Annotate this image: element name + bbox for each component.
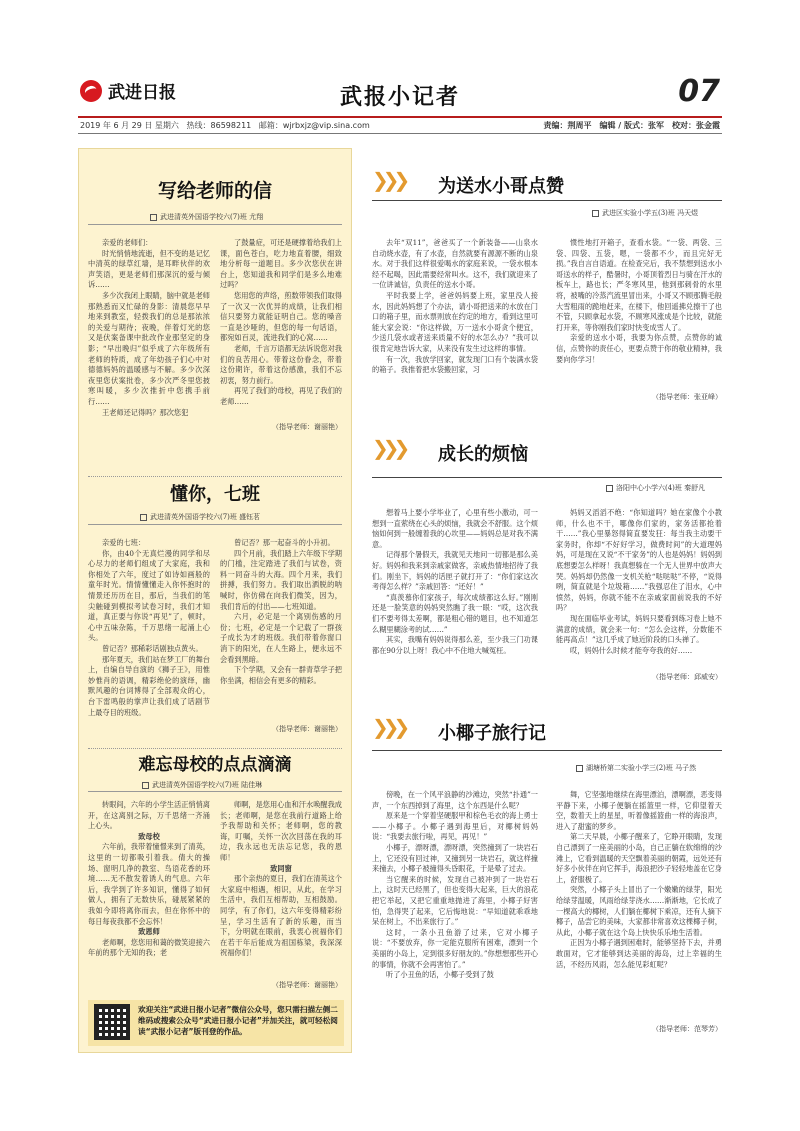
article-body-col1 — [372, 508, 538, 684]
headline-rule — [372, 477, 722, 478]
paragraph: 妈妈又滔滔不绝：“你知道吗？她在家像个小教师，什么也不干，哪像你们家的，家务活都抢着干……”我心里暴怒得简直要发狂：每当我主动要干家务时，你却“不好好学习，做费时间”的大道理妈妈，可是现在又说“不干家务”的人也是妈妈！妈妈到底想要怎么样呀！我真想躲在一个无人世界中放声大哭。妈妈却仍然像一支机关枪“哒哒哒”不停，“说得咧，简直就是个垃圾箱……”我强忍住了泪水，心中愤然，妈妈，你就不能不在亲戚家面前说我的不好吗？ — [556, 508, 722, 613]
paragraph: 曾记否？那一起奋斗的小升初。 — [234, 538, 335, 547]
byline — [606, 483, 705, 493]
paragraph: 记得那个暑假天，我就见天地问一切都是那么美好。妈妈和我来到亲戚家做客，亲戚热情地招待了我们。刚坐下，妈妈的话匣子就打开了：“你们家这次考得怎么样？”亲戚回答：“还好！” — [372, 550, 538, 592]
wechat-promo-box — [88, 1000, 344, 1046]
paragraph: 想着马上要小学毕业了，心里有些小激动，可一想到一直萦绕在心头的烦恼，我就会不舒服。这个烦恼如何到一般缠着我的心坎里——妈妈总是对我不满意。 — [372, 508, 538, 549]
article-body-col2 — [220, 238, 342, 408]
article-title-growing-pains: 成长的烦恼 — [438, 444, 528, 465]
teacher-credit: （指导老师：张亚峰） — [652, 393, 722, 401]
byline-text: 武进清英外国语学校六(7)班 尤翔 — [160, 213, 264, 221]
paragraph: 多少次我闭上眼睛，脑中就是老师那熟悉而又忙碌的身影：清晨您早早地来到教室，轻拨我们的总是那浓浓的关爱与期待；夜晚，伴着灯光的您又是伏案备课中批改作业那坚定的身影；“早出晚归”似乎成了六年级所有老师的特质，成了年幼孩子们心中对德德妈妈的温暖感与不解。多少次深夜里您伏案批卷，多少次严冬里您披寒叫暖，多少次推折中您携手前行…… — [88, 290, 210, 406]
article-body-col2 — [556, 238, 722, 388]
article-body-col2 — [556, 790, 722, 1022]
promo-text: 欢迎关注“武进日报小记者”微信公众号，您只需扫描左侧二维码或搜索公众号“武进日报小记者”并加关注，就可轻松阅读“武报小记者”版刊登的作品。 — [138, 1005, 338, 1036]
byline-text: 武进区实验小学五(3)班 冯天煜 — [602, 209, 699, 217]
paragraph: 惯性地打开箱子，查看水袋。“一袋、两袋、三袋、四袋、五袋，嗯，一袋都不少，而且完好无损。”我自言自语道。在检查完后，我不禁想到送水小哥送水的样子，酷暑时，小哥顶着烈日与骑在汗水的板车上，路也长；严冬寒风里，他到那刺骨的水里将，被嘴的冷蒸汽流里冒出来，小哥又不顾那腾毛般大雪粗雨的跪地赶来，在楼下，他回遥拂兑擦干了也不管，只顾拿起水袋，不顾寒风涨成是个比较，就能打开来，等你刚我们家时快变成雪人了。 — [556, 238, 722, 332]
byline-square-icon — [140, 514, 147, 521]
article-separator — [88, 748, 342, 749]
article-title-letter-to-teachers: 写给老师的信 — [157, 180, 272, 202]
paragraph: 第二天早晨，小椰子醒来了，它睁开眼睛，发现自己漂到了一座美丽的小岛，自己正躺在软绵绵的沙滩上，它看到温暖的天空飘着美丽的朝霞，远处还有好多小伙伴在向它挥手，海浪把沙子轻轻地盖在它身上，舒服极了。 — [556, 832, 722, 884]
paragraph: 亲爱的老师们： — [102, 238, 153, 247]
byline — [140, 512, 260, 522]
header-rule-top — [78, 116, 722, 118]
paragraph: 平时我要上学，爸爸妈妈要上班，家里没人接水，因此妈妈想了个办法，请小哥把送来的水放在门口的箱子里，而水票则放在约定的地方，看到这里可能大家会说：“你这样做，万一送水小哥贪个便宜，少送几袋水或者送来质量不好的水怎么办？”我可以很肯定地告诉大家，从来没有发生过这样的事情。 — [372, 290, 538, 353]
byline-square-icon — [606, 485, 613, 492]
teacher-credit: （指导老师：谢丽艳） — [272, 725, 342, 733]
article-title-water-delivery: 为送水小哥点赞 — [438, 176, 564, 197]
paragraph: 你，由40个无真烂漫的同学和尽心尽力的老师们组成了大家庭，我和你相处了六年，度过了如诗如画般的童年时光。情情懂懂走入你怀抱时的情景还历历在目，那后，当我们的笔尖触碰到模拟考试卷习时，我们才知道，真正要与你说“再见”了，顿时，心中五味杂陈，千万思绪一起涌上心头。 — [88, 548, 210, 643]
article-body-col1 — [88, 538, 210, 734]
paragraph: 听了小丑鱼的话，小椰子受到了鼓 — [386, 970, 494, 980]
paragraph: 下个学期，又会有一群青草学子把你坐满，相信会有更多的精彩。 — [220, 665, 342, 685]
chevron-arrows-icon: ❯❯❯ — [372, 436, 405, 460]
teacher-credit: （指导老师：谢丽艳） — [272, 981, 342, 989]
qr-code-icon[interactable] — [94, 1004, 130, 1040]
paragraph: 突然，小椰子头上冒出了一个嫩嫩的绿芽，阳光给绿芽温暖，风雨给绿芽浇水……渐渐地，它长成了一棵高大的椰树，人们躺在椰树下乘凉，还有人摘下椰子，品尝它的美味，大家都非常喜欢这棵椰子树，从此，小椰子就在这个岛上快快乐乐地生活着。 — [556, 885, 722, 937]
byline — [150, 212, 263, 222]
paragraph: 您用您的声络，煎数带领我们取得了一次又一次优异的成绩，让我们相信只要努力就能证明自己。您的嗓音一直是沙哑的，但您的每一句话语，都宛如百灵，流进我们的心窝…… — [220, 290, 342, 343]
paragraph: 哎，妈妈什么时候才能夸夸我的好…… — [570, 645, 693, 655]
article-title-memories-of-school: 难忘母校的点点滴滴 — [138, 755, 292, 775]
byline-text: 武进清英外国语学校六(7)班 盛钰茗 — [150, 513, 261, 521]
logo-swoosh-icon — [80, 80, 102, 102]
article-rule — [88, 224, 342, 225]
byline-square-icon — [142, 782, 149, 789]
info-left — [80, 120, 370, 131]
byline-text: 湖塘桥第二实验小学三(2)班 马子然 — [586, 764, 697, 772]
paragraph: 傍晚，在一个风平浪静的沙滩边，突然“扑通”一声，一个东西掉到了海里，这个东西是什么呢？ — [372, 790, 538, 810]
info-bar — [80, 119, 720, 133]
logo-text: 武进日报 — [108, 83, 176, 103]
article-body-col1 — [372, 238, 538, 402]
byline-text: 武进清英外国语学校六(7)班 陆佳琳 — [152, 781, 263, 789]
paragraph: 了鼓量症，可还是硬撑着给我们上课，面色苍白，吃力地直着腰，细致地分析每一道题目。多少次您伏在讲台上，您知道我和同学们是多么地难过吗？ — [220, 238, 342, 290]
paragraph: 那年夏天，我们站在梦工厂的舞台上，自编自导自演的《狮子王》，用惟妙惟肖的语调，精彩绝伦的演绎，幽默风趣的台词博得了全部观众的心，台下雷鸣般的掌声让我们成了话剧节上最夺目的班级。 — [88, 654, 210, 717]
paragraph: 当它醒来的时候，发现自己被冲到了一块岩石上，这时天已经黑了，但也变得大起来，巨大的浪花把它举起，又把它重重地抛进了海里，小椰子好害怕，急得哭了起来，它后悔地说：“早知道就乖乖地呆在树上，不出来旅行了。” — [372, 874, 538, 927]
teacher-credit: （指导老师：范琴芳） — [652, 1025, 722, 1033]
paragraph: 六年前，我带着憧憬来到了清英，这里的一切都吸引着我。倩大的操场、窗明几净的教室、鸟语花香的环境……无不散发着诱人的气息。六年后，我学到了许多知识，懂得了如何做人，拥有了无数快乐，碰展紧紧的我如今即将离你而去，但在你怀中的每日每夜我都不会忘怀！ — [88, 842, 210, 926]
paragraph: 舞，它坚强地继续在海里漂泊，漂啊漂，恶变得平静下来，小椰子便躺在摇篮里一样，它仰望着天空，数着天上的星星，听着像摇篮曲一样的海浪声，进入了甜蜜的梦乡。 — [556, 790, 722, 831]
article-body-col1 — [88, 800, 210, 996]
paragraph: 亲爱的送水小哥，我要为你点赞，点赞你的诚信，点赞你的责任心，更要点赞于你的敬业精神，我要向你学习！ — [556, 333, 722, 364]
chevron-arrows-icon: ❯❯❯ — [372, 715, 405, 739]
paragraph: 六月，必定是一个离别伤感的月份；七班，必定是一个记载了一群孩子成长为才的班级。我们带着你窗口消下的阳光，在人生路上，便永远不会看到黑暗。 — [220, 612, 342, 664]
email-label: 邮箱： — [258, 121, 283, 130]
editor-credits: 责编：荆周平 编辑 / 版式：张军 校对：张金霞 — [543, 121, 720, 130]
paragraph: 现在面临毕业考试，妈妈只要看到练习卷上她不满意的成绩，就会来一句：“怎么会这样，分数能不能再高点！”这几乎成了她近阶段的口头禅了。 — [556, 613, 722, 645]
article-body-col2 — [556, 508, 722, 668]
subheading: 致恩师 — [138, 927, 160, 937]
byline — [592, 208, 698, 218]
hotline-label: 热线： — [186, 121, 211, 130]
paragraph: 正因为小椰子遇到困难时，能够坚持下去，并勇敢面对，它才能够到达美丽的海岛，过上幸福的生活，不经历风雨，怎么能见彩虹呢？ — [556, 938, 722, 969]
paragraph: 师啊，是您用心血和汗水唤醒我成长；老师啊，是您在我前行道路上给予我帮助和关怀；老师啊，您的教诲，叮嘱，关怀一次次回荡在我的耳边，我永远也无法忘记您，我的恩师！ — [220, 800, 342, 862]
paragraph: 去年“双11”，爸爸买了一个新装备——山泉水自动烧水壶，有了水壶，自然就要有源源不断的山泉水。对于我们这样很爱喝水的家庭来说，一袋水根本经不起喝，因此需要经常叫水。这不，我们就迎来了一位讲诚信，负责任的送水小哥。 — [372, 238, 538, 290]
paragraph: “真羡慕你们家孩子，每次成绩都这么好。”刚刚还是一脸笑意的妈妈突然瞧了我一眼：“哎，这次我们不要考得太差啊，都是粗心错的题目，也不知道怎么糊里糊涂考的试……” — [372, 592, 538, 634]
article-title-understanding-class-seven: 懂你，七班 — [170, 484, 260, 505]
teacher-credit: （指导老师：谢丽艳） — [272, 423, 342, 431]
hotline-number: 86598211 — [210, 121, 252, 130]
paragraph: 其实，我嘴有妈妈说得那么差，至少我三门功课都在90分以上呀！我心中不住地大喊冤枉。 — [372, 635, 538, 655]
article-title-coconut-travels: 小椰子旅行记 — [438, 723, 546, 744]
subheading: 致同窗 — [270, 863, 292, 873]
article-body-col1 — [372, 790, 538, 1048]
section-title: 武报小记者 — [339, 85, 460, 110]
byline — [576, 763, 696, 773]
issue-date: 2019 年 6 月 29 日 星期六 — [80, 121, 179, 130]
article-rule — [88, 524, 342, 525]
paragraph: 有一次，我放学回家，就发现门口有个装满水袋的箱子。我推着把水袋搬回家，习 — [372, 354, 538, 375]
byline-square-icon — [150, 214, 157, 221]
article-rule — [88, 791, 342, 792]
paragraph: 亲爱的七班： — [102, 538, 146, 547]
headline-rule — [372, 200, 722, 201]
teacher-credit: （指导老师：邱威安） — [652, 673, 722, 681]
paragraph: 转眼间，六年的小学生活正悄悄离开，在这离别之际，万千思绪一齐涌上心头。 — [88, 800, 210, 831]
article-separator — [88, 476, 342, 477]
paragraph: 那个亲热的夏日，我们在清英这个大家庭中相遇，相识，从此，在学习生活中，我们互相帮助，互相鼓励。同学，有了你们，这六年变得精彩纷呈，学习生活有了新的乐趣，而当下，分明就在眼前，我衷心祝福你们在若干年后能成为祖国栋梁，我深深祝福你们！ — [220, 874, 342, 958]
article-body-col1 — [88, 238, 210, 470]
paragraph: 四个月前，我们踏上六年级下学期的门槛，注定踏进了我们与试卷，资料一同奋斗的大海。四个月来，我们拼搏，我们努力。我们取出洒脱的呐喊时，你仿佛在向我们微笑，因为，我们肯后的付出——七班知道。 — [220, 548, 342, 611]
byline-square-icon — [592, 210, 599, 217]
paragraph: 老师，千言万语都无法诉说您对我们的良苦用心。带着这份眷念，带着这份期许，带着这份感激，我们不忘初衷，努力前行。 — [220, 343, 342, 385]
paragraph: 老师啊，您您用和蔼的微笑迎接六年前的那个无知的我；老 — [88, 937, 210, 958]
article-body-col2 — [220, 800, 342, 972]
headline-rule — [372, 750, 722, 751]
header-rule-bottom — [78, 133, 722, 134]
subheading: 致母校 — [138, 831, 160, 841]
page-number: 07 — [678, 74, 720, 109]
chevron-arrows-icon: ❯❯❯ — [372, 168, 405, 192]
paragraph: 这时，一条小丑鱼游了过来，它对小椰子说：“不要放弃，你一定能克服所有困难，漂到一个美丽的小岛上，定到很多好朋友的。”你想想那些开心的事情，你就不会再害怕了。” — [372, 927, 538, 969]
paragraph: 曾记否？那稀彩话剧独点黄头。 — [102, 643, 203, 653]
byline-text: 洛阳中心小学六(4)班 秦舒凡 — [616, 484, 706, 492]
paragraph: 时光悄悄地流逝，但不变的是记忆中清英的绿草红墙，是耳畔伙伴的欢声笑语，更是老师们那深沉的爱与倾诉…… — [88, 248, 210, 290]
article-body-col2 — [220, 538, 342, 718]
paragraph: 小椰子，漂呀漂，漂呀漂，突然撞到了一块岩石上，它还没有回过神，又撞到另一块岩石，就这样撞来撞去，小椰子被撞得头昏眼花，于是晕了过去。 — [372, 842, 538, 874]
paragraph: 再见了我们的母校，再见了我们的老师…… — [220, 386, 342, 406]
newspaper-logo — [80, 78, 176, 103]
byline — [142, 780, 262, 790]
email-address: wjrbxjz@vip.sina.com — [282, 121, 370, 130]
paragraph: 原来是一个穿着坚硬服甲和棕色毛衣的海上勇士——小椰子。小椰子遇到海里后，对椰树妈妈说：“我要去旅行啦，再见，再见！” — [372, 811, 538, 842]
byline-square-icon — [576, 765, 583, 772]
paragraph: 王老师还记得吗？那次您犯 — [102, 407, 189, 417]
